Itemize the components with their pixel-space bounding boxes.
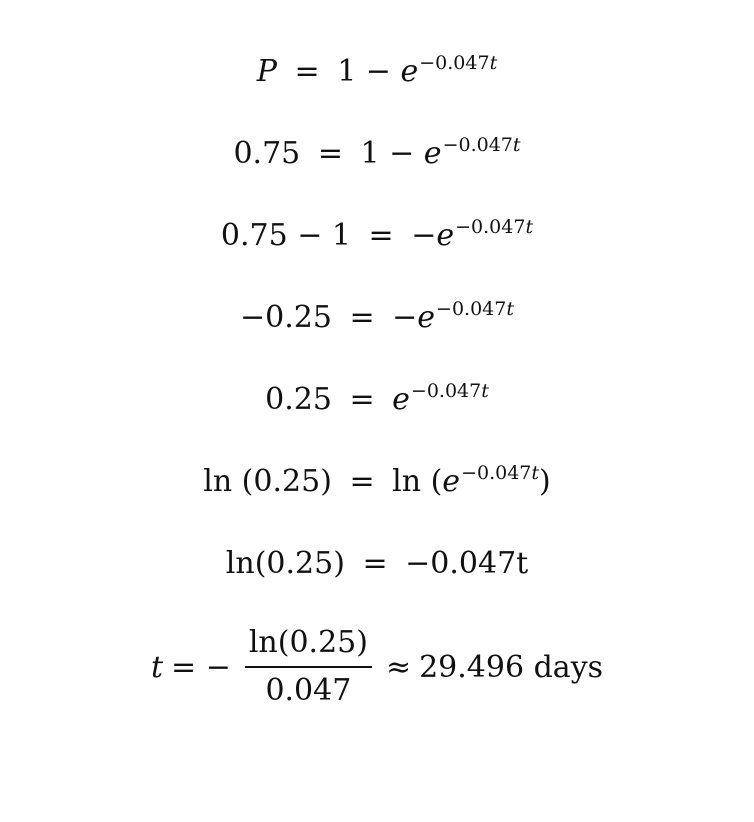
final-fraction <box>245 624 372 710</box>
fraction-denominator: 0.047 <box>265 673 352 708</box>
step-1-lhs: P <box>256 54 277 89</box>
step-5-exponent-variable: t <box>481 380 489 402</box>
step-1-base: e <box>400 54 419 89</box>
final-equals-minus: = − <box>171 649 231 685</box>
step-3-rhs-prefix: − <box>411 218 437 253</box>
step-6-rhs-prefix: ln ( <box>392 464 443 499</box>
step-1-equals: = <box>294 54 320 89</box>
step-4-exponent <box>436 298 514 320</box>
step-3-base: e <box>436 218 455 253</box>
step-2-base: e <box>423 136 442 171</box>
equation-final <box>0 622 754 712</box>
final-result: 29.496 days <box>419 649 604 685</box>
step-6-exponent-number: −0.047 <box>461 462 532 484</box>
step-7-rhs: −0.047t <box>405 546 529 581</box>
step-2-rhs-prefix: 1 − <box>360 136 424 171</box>
step-5-exponent <box>411 380 489 402</box>
step-4-exponent-variable: t <box>506 298 515 320</box>
step-6-rhs-suffix: ) <box>539 464 551 499</box>
step-5-equals: = <box>349 382 375 417</box>
step-3-lhs: 0.75 − 1 <box>220 218 351 253</box>
step-1-exponent-variable: t <box>489 52 498 74</box>
step-4-rhs-prefix: − <box>392 300 418 335</box>
step-6-exponent <box>461 462 539 484</box>
step-2-exponent-number: −0.047 <box>442 134 513 156</box>
step-2-exponent-variable: t <box>512 134 521 156</box>
step-6-lhs: ln (0.25) <box>203 464 332 499</box>
step-4-base: e <box>417 300 436 335</box>
step-4-exponent-number: −0.047 <box>436 298 507 320</box>
step-6-base: e <box>442 464 461 499</box>
equation-step-1 <box>0 52 754 95</box>
final-lhs: t <box>150 649 164 685</box>
step-5-base: e <box>392 382 410 417</box>
step-3-exponent-variable: t <box>525 216 534 238</box>
equation-step-3 <box>0 216 754 259</box>
equation-step-4 <box>0 298 754 341</box>
step-6-exponent-variable: t <box>531 462 540 484</box>
step-3-exponent-number: −0.047 <box>455 216 526 238</box>
step-4-equals: = <box>349 300 375 335</box>
step-5-lhs: 0.25 <box>265 382 332 417</box>
step-1-exponent-number: −0.047 <box>419 52 490 74</box>
step-7-equals: = <box>362 546 388 581</box>
fraction-numerator: ln(0.25) <box>248 625 368 660</box>
step-2-equals: = <box>317 136 343 171</box>
approx-symbol: ≈ <box>385 649 412 685</box>
equation-step-2 <box>0 134 754 177</box>
equation-final-row <box>0 622 754 712</box>
step-2-lhs: 0.75 <box>233 136 301 171</box>
step-4-lhs: −0.25 <box>239 300 332 335</box>
step-3-equals: = <box>368 218 394 253</box>
step-1-exponent <box>419 52 497 74</box>
step-5-exponent-number: −0.047 <box>410 380 482 402</box>
step-6-equals: = <box>349 464 375 499</box>
step-2-exponent <box>443 134 521 156</box>
step-7-lhs: ln(0.25) <box>225 546 345 581</box>
equation-step-5 <box>0 380 754 423</box>
equation-step-7 <box>0 544 754 584</box>
equation-step-6 <box>0 462 754 505</box>
step-1-rhs-prefix: 1 − <box>337 54 401 89</box>
step-3-exponent <box>455 216 533 238</box>
